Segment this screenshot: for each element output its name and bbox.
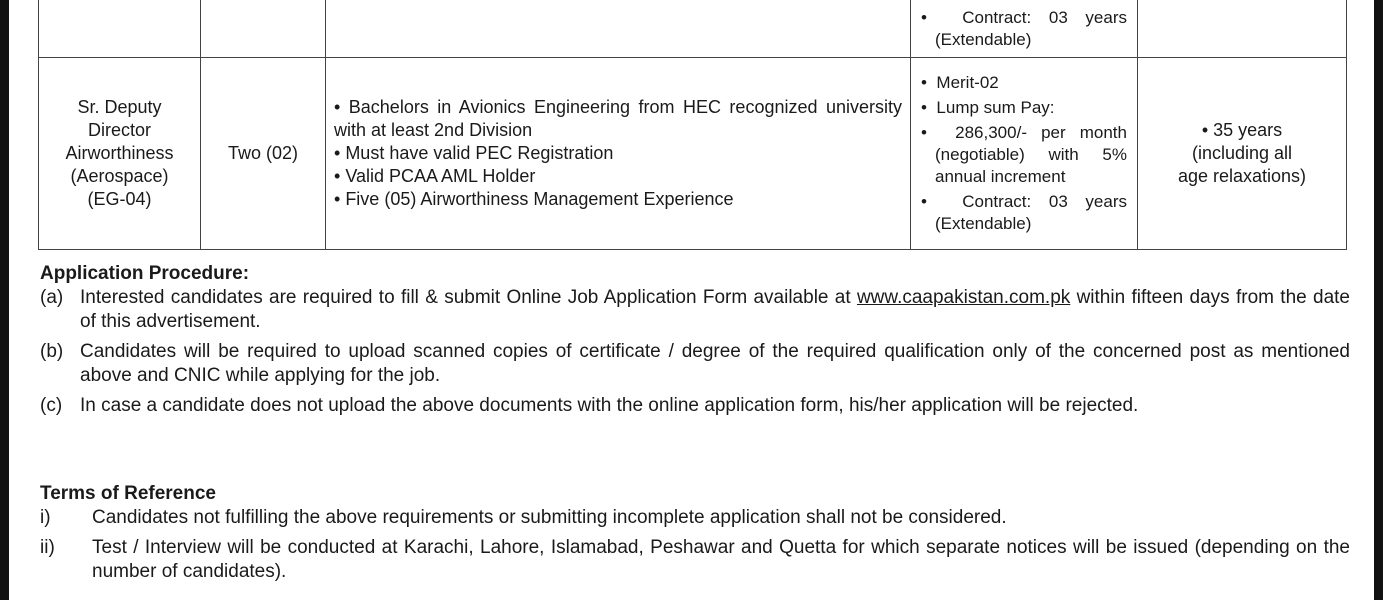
item-key: (a) — [40, 287, 64, 308]
age-line: • 35 years — [1201, 120, 1283, 140]
terms-item: • 286,300/- per month (negotiable) with 5% annual increment — [921, 122, 1127, 188]
terms — [911, 58, 1138, 250]
post-line: (EG-04) — [87, 189, 152, 209]
item-key: (b) — [40, 341, 64, 362]
item-key: (c) — [40, 395, 63, 416]
item-text: Test / Interview will be conducted at Karachi, Lahore, Islamabad, Peshawar and Quetta for which separate notices will be issued (depending on the number of candidates). — [92, 537, 1350, 582]
left-border — [0, 0, 9, 600]
procedure-item — [40, 340, 1350, 388]
procedure-item — [40, 394, 1350, 418]
qualifications — [326, 58, 911, 250]
reference-item — [40, 536, 1350, 584]
item-text: Candidates not fulfilling the above requirements or submitting incomplete application shall not be considered. — [92, 507, 1007, 528]
age-line: age relaxations) — [1177, 166, 1307, 186]
terms-of-reference — [40, 482, 1350, 590]
item-key: ii) — [40, 537, 55, 558]
terms-item: • Contract: 03 years (Extendable) — [921, 191, 1127, 235]
terms-item: • Lump sum Pay: — [921, 97, 1127, 119]
post-count: Two (02) — [201, 58, 326, 250]
post-line: Airworthiness — [65, 143, 174, 163]
posts-table — [38, 0, 1347, 250]
section-heading: Application Procedure: — [40, 263, 250, 284]
post-name — [39, 58, 201, 250]
section-heading: Terms of Reference — [40, 483, 216, 504]
item-text: Candidates will be required to upload scanned copies of certificate / degree of the required qualification only of the concerned post as mentioned above and CNIC while applying for the job. — [80, 341, 1350, 386]
website-link[interactable]: www.caapakistan.com.pk — [856, 287, 1071, 308]
terms-item: • Contract: 03 years (Extendable) — [921, 7, 1127, 51]
qualification-item: • Five (05) Airworthiness Management Experience — [334, 188, 902, 211]
item-text: within fifteen days from the date of this advertisement. — [80, 287, 1350, 332]
post-line: Director — [87, 120, 151, 140]
table-row — [39, 58, 1347, 250]
item-key: i) — [40, 507, 51, 528]
age-limit — [1138, 58, 1347, 250]
post-line: Sr. Deputy — [77, 97, 162, 117]
item-text: Interested candidates are required to fill & submit Online Job Application Form available at — [80, 287, 857, 308]
age-line: (including all — [1191, 143, 1293, 163]
procedure-item — [40, 286, 1350, 334]
terms-item: • Merit-02 — [921, 72, 1127, 94]
qualification-item: • Must have valid PEC Registration — [334, 142, 902, 165]
right-border — [1374, 0, 1383, 600]
item-text: In case a candidate does not upload the above documents with the online application form, his/her application will be rejected. — [80, 395, 1139, 416]
qualification-item: • Valid PCAA AML Holder — [334, 165, 902, 188]
reference-item — [40, 506, 1350, 530]
post-line: (Aerospace) — [70, 166, 169, 186]
qualification-item: • Bachelors in Avionics Engineering from HEC recognized university with at least 2nd Division — [334, 96, 902, 142]
table-row — [39, 0, 1347, 58]
application-procedure — [40, 262, 1350, 424]
